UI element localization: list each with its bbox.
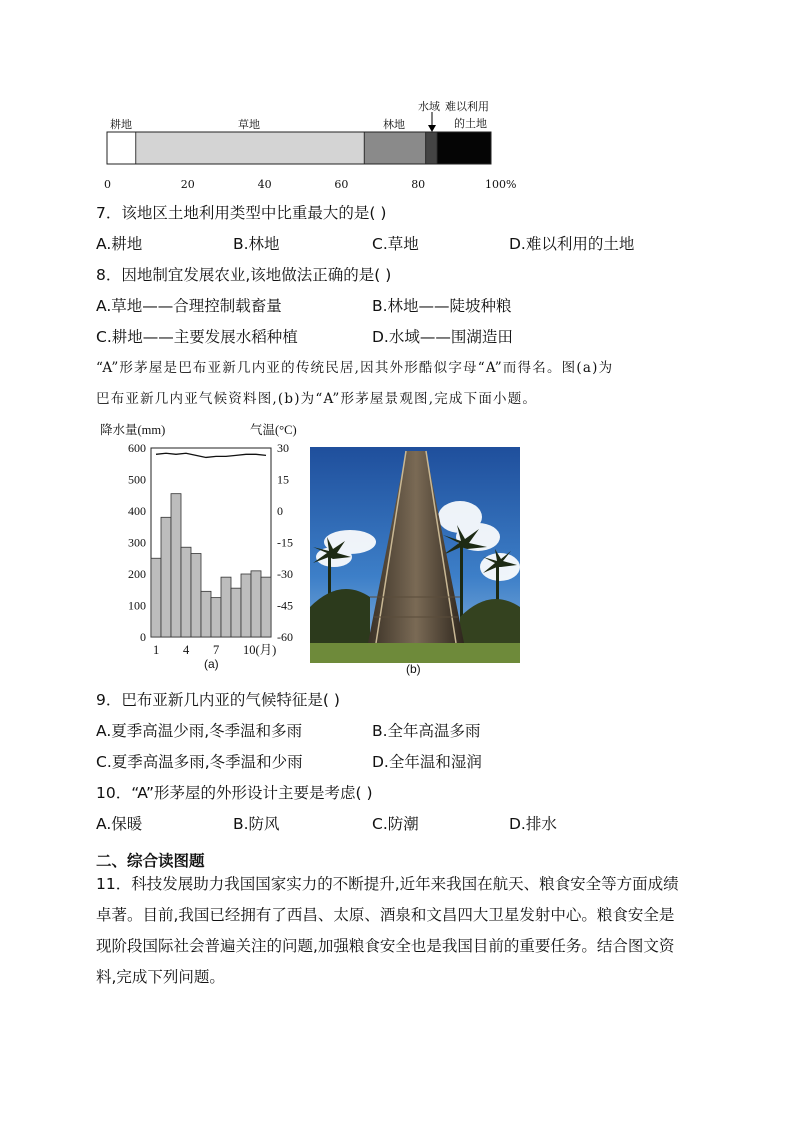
climate-left-tick: 100	[128, 598, 146, 613]
climate-x-tick: 7	[213, 643, 220, 657]
landuse-tick-label: 80	[411, 178, 426, 191]
landuse-tick-label: 20	[180, 178, 195, 191]
precip-bar-1	[151, 558, 161, 637]
q7-option-b[interactable]: B.林地	[233, 235, 280, 253]
precip-bar-10	[241, 574, 251, 637]
q9-stem: 9．巴布亚新几内亚的气候特征是( )	[96, 691, 340, 709]
q9-option-d[interactable]: D.全年温和湿润	[372, 753, 482, 771]
landuse-segment-2	[364, 132, 425, 164]
climate-x-tick: 4	[183, 643, 190, 657]
climate-left-tick: 200	[128, 567, 146, 581]
a-hut-photo	[310, 447, 520, 663]
q11-line-1: 11．科技发展助力我国国家实力的不断提升,近年来我国在航天、粮食安全等方面成绩	[96, 875, 679, 893]
q11-line-3: 现阶段国际社会普遍关注的问题,加强粮食安全也是我国目前的重要任务。结合图文资	[96, 937, 675, 955]
landuse-tick-label: 0	[104, 178, 111, 191]
q10-option-c[interactable]: C.防潮	[372, 815, 419, 833]
climate-right-tick: 0	[277, 504, 283, 518]
q11-line-4: 料,完成下列问题。	[96, 968, 225, 986]
q7-option-a[interactable]: A.耕地	[96, 235, 143, 253]
q8-option-c[interactable]: C.耕地——主要发展水稻种植	[96, 328, 298, 346]
q11-line-2: 卓著。目前,我国已经拥有了西昌、太原、酒泉和文昌四大卫星发射中心。粮食安全是	[96, 906, 675, 924]
climate-left-tick: 400	[128, 504, 146, 518]
label-unused-2: 的土地	[454, 117, 487, 130]
water-arrow-head	[428, 125, 436, 132]
q9-option-c[interactable]: C.夏季高温多雨,冬季温和少雨	[96, 753, 303, 771]
precip-bar-9	[231, 588, 241, 637]
climate-left-tick: 300	[128, 535, 146, 550]
landuse-tick-label: 60	[334, 178, 349, 191]
landuse-segment-3	[426, 132, 438, 164]
climate-right-tick: -45	[277, 598, 293, 613]
precip-bar-11	[251, 571, 261, 637]
landuse-tick-label: 100%	[485, 178, 517, 191]
precip-bar-8	[221, 577, 231, 637]
precip-bar-7	[211, 598, 221, 637]
q10-option-d[interactable]: D.排水	[509, 815, 557, 833]
photo-grass	[310, 643, 520, 663]
q10-option-a[interactable]: A.保暖	[96, 815, 143, 833]
precip-bar-5	[191, 554, 201, 637]
climate-right-tick: -15	[277, 535, 293, 550]
intro-line-2: 巴布亚新几内亚气候资料图,(b)为“A”形茅屋景观图,完成下面小题。	[96, 391, 538, 407]
climate-right-title: 气温(°C)	[250, 423, 297, 437]
climate-left-tick: 600	[128, 441, 146, 455]
climate-right-tick: 15	[277, 472, 289, 487]
q9-option-a[interactable]: A.夏季高温少雨,冬季温和多雨	[96, 722, 303, 740]
q8-stem: 8．因地制宜发展农业,该地做法正确的是( )	[96, 266, 392, 284]
climate-caption: (a)	[204, 657, 219, 671]
climate-right-tick: 30	[277, 441, 289, 455]
q10-stem: 10．“A”形茅屋的外形设计主要是考虑( )	[96, 784, 373, 802]
q10-option-b[interactable]: B.防风	[233, 815, 280, 833]
landuse-bar-svg	[100, 96, 520, 196]
precip-bar-12	[261, 577, 271, 637]
climate-x-tick: 10(月)	[243, 643, 277, 657]
a-hut-photo-svg	[310, 447, 520, 663]
q7-option-c[interactable]: C.草地	[372, 235, 419, 253]
intro-line-1: “A”形茅屋是巴布亚新几内亚的传统民居,因其外形酷似字母“A”而得名。图(a)为	[96, 360, 614, 376]
q7-option-d[interactable]: D.难以利用的土地	[509, 235, 635, 253]
climate-chart-svg	[96, 418, 310, 680]
label-grass: 草地	[238, 118, 260, 131]
landuse-chart	[100, 96, 520, 196]
precip-bar-4	[181, 547, 191, 637]
section-2-title: 二、综合读图题	[96, 852, 205, 870]
precip-bar-2	[161, 517, 171, 637]
precip-bar-3	[171, 494, 181, 637]
climate-x-tick: 1	[153, 643, 160, 657]
precip-bar-6	[201, 591, 211, 637]
temperature-line	[156, 453, 266, 457]
landuse-tick-label: 40	[257, 178, 272, 191]
climate-left-tick: 500	[128, 472, 146, 487]
label-unused-1: 难以利用	[445, 100, 489, 113]
label-farmland: 耕地	[110, 118, 132, 131]
climate-right-tick: -30	[277, 567, 293, 581]
label-water: 水域	[418, 100, 440, 113]
landuse-segment-1	[136, 132, 364, 164]
climate-left-title: 降水量(mm)	[100, 423, 166, 437]
photo-caption: (b)	[406, 662, 421, 676]
q8-option-a[interactable]: A.草地——合理控制载畜量	[96, 297, 282, 315]
landuse-segment-0	[107, 132, 136, 164]
label-forest: 林地	[383, 118, 405, 131]
landuse-segment-4	[437, 132, 491, 164]
q8-option-b[interactable]: B.林地——陡坡种粮	[372, 297, 512, 315]
climate-chart	[96, 418, 310, 680]
q9-option-b[interactable]: B.全年高温多雨	[372, 722, 481, 740]
climate-right-tick: -60	[277, 630, 293, 644]
q7-stem: 7．该地区土地利用类型中比重最大的是( )	[96, 204, 387, 222]
climate-left-tick: 0	[140, 630, 146, 644]
q8-option-d[interactable]: D.水域——围湖造田	[372, 328, 513, 346]
